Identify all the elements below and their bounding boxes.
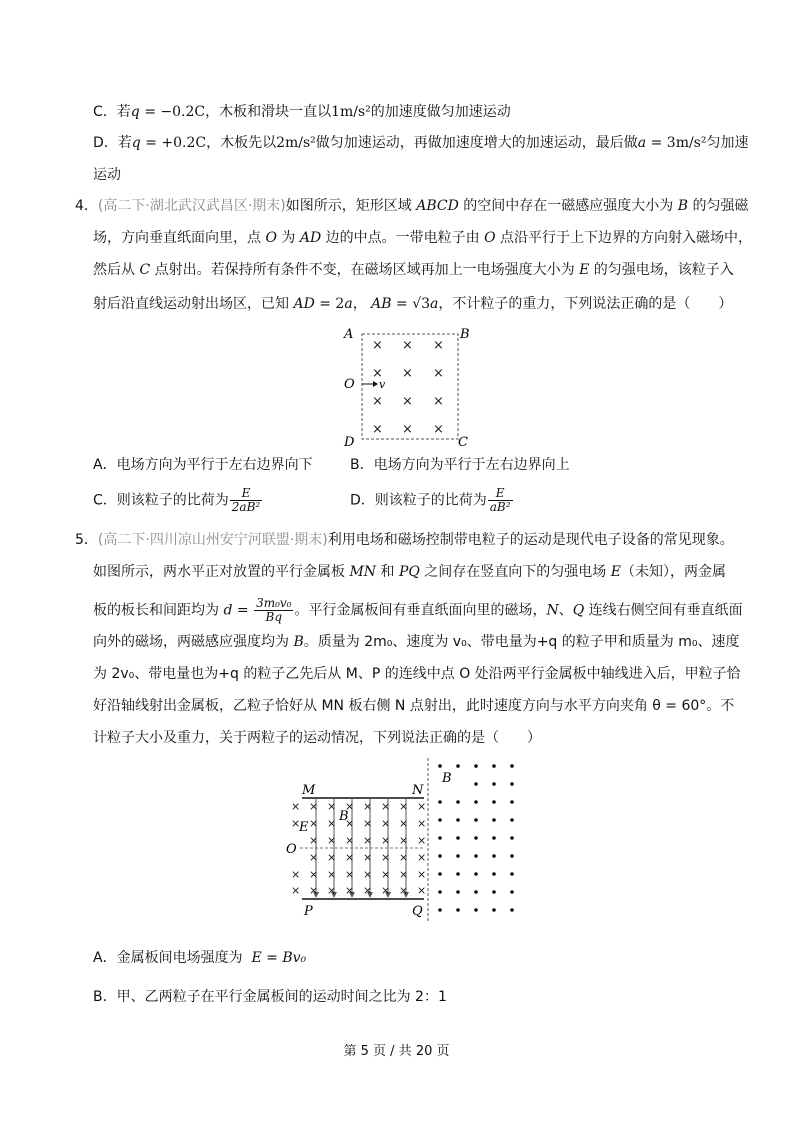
q4-line-2: 场，方向垂直纸面向里，点 O 为 AD 边的中点。一带电粒子由 O 点沿平行于上下边界的方向射入磁场中， [93,230,753,246]
svg-text:×: × [327,851,337,864]
q3-option-d: D．若q = +0.2C，木板先以2m/s²做匀加速运动，再做加速度增大的加速运动，最后做a = 3m/s²匀加速 [93,135,749,151]
svg-text:×: × [399,834,409,847]
svg-text:×: × [309,834,319,847]
svg-text:×: × [381,817,391,830]
svg-text:×: × [433,422,444,437]
svg-text:×: × [345,884,355,897]
svg-text:×: × [402,422,413,437]
svg-text:×: × [309,817,319,830]
svg-text:×: × [345,817,355,830]
svg-text:×: × [291,800,301,813]
q4-option-d: D．则该粒子的比荷为 $\frac{E}{\text{aB²}}$ [350,486,511,514]
q5-label-p: P [304,904,313,919]
q5-label-e: E [299,820,309,835]
svg-text:×: × [327,834,337,847]
svg-text:×: × [381,868,391,881]
q4-option-a: A．电场方向为平行于左右边界向下 [93,457,313,473]
svg-text:×: × [372,338,383,353]
svg-text:×: × [381,800,391,813]
q5-line-7: 计粒子大小及重力，关于两粒子的运动情况，下列说法正确的是（ ） [93,730,541,746]
svg-text:×: × [372,394,383,409]
q5-figure [282,758,532,926]
svg-text:×: × [372,422,383,437]
svg-text:×: × [309,868,319,881]
q4-line-3: 然后从 C 点射出。若保持所有条件不变，在磁场区域再加上一电场强度大小为 E 的匀强电场，该粒子入 [93,262,734,278]
q4-source: (高二下·湖北武汉武昌区·期末) [97,198,286,214]
q5-line-1: 5．(高二下·四川凉山州安宁河联盟·期末)利用电场和磁场控制带电粒子的运动是现代电子设备的常见现象。 [75,532,734,548]
q5-dot-marks [438,764,514,912]
q5-label-m: M [302,783,316,798]
svg-text:×: × [381,884,391,897]
q4-label-o: O [344,377,355,392]
svg-text:×: × [399,884,409,897]
q3-option-c: C．若q = −0.2C，木板和滑块一直以1m/s²的加速度做匀加速运动 [93,104,511,120]
q4-line-4: 射后沿直线运动射出场区，已知 AD = 2a， AB = √3a，不计粒子的重力，下列说法正确的是（ ） [93,296,733,312]
svg-text:×: × [327,800,337,813]
svg-text:×: × [417,851,427,864]
svg-text:×: × [399,851,409,864]
svg-text:×: × [417,868,427,881]
q4-label-c: C [458,435,468,450]
svg-text:×: × [345,800,355,813]
svg-text:×: × [417,800,427,813]
q4-label-a: A [344,327,354,342]
svg-text:×: × [345,834,355,847]
svg-text:×: × [309,800,319,813]
svg-text:×: × [417,884,427,897]
svg-text:×: × [327,884,337,897]
q4-option-b: B．电场方向为平行于左右边界向上 [350,457,570,473]
q4-line-1: 4．(高二下·湖北武汉武昌区·期末)如图所示，矩形区域 ABCD 的空间中存在一磁感应强度大小为 B 的匀强磁 [75,198,749,214]
svg-text:×: × [327,868,337,881]
svg-text:×: × [363,868,373,881]
q5-line-2: 如图所示，两水平正对放置的平行金属板 MN 和 PQ 之间存在竖直向下的匀强电场 E（未知），两金属 [93,564,726,580]
q5-line-3: 板的板长和间距均为 d = $\frac{\text{3m₀v₀}}{Bq}$ 。平行金属板间有垂直纸面向里的磁场，N、Q 连线右侧空间有垂直纸面 [93,596,743,624]
svg-text:×: × [363,834,373,847]
svg-text:×: × [327,817,337,830]
svg-text:×: × [417,817,427,830]
svg-text:×: × [433,394,444,409]
svg-text:×: × [399,817,409,830]
q5-line-4: 向外的磁场，两磁感应强度均为 B。质量为 2m₀、速度为 v₀、带电量为+q 的粒子甲和质量为 m₀、速度 [93,634,740,650]
q5-option-a: A．金属板间电场强度为 E = Bv₀ [93,950,307,966]
q5-label-n: N [412,783,424,798]
svg-text:×: × [433,366,444,381]
svg-text:×: × [363,817,373,830]
svg-text:×: × [372,366,383,381]
svg-text:×: × [363,800,373,813]
svg-text:×: × [291,817,301,830]
svg-text:×: × [345,851,355,864]
svg-text:×: × [381,851,391,864]
svg-text:×: × [363,851,373,864]
svg-text:×: × [381,834,391,847]
svg-text:×: × [291,884,301,897]
svg-text:×: × [345,868,355,881]
q4-label-b: B [460,327,470,342]
q3-option-d-wrap: 运动 [93,167,121,183]
q5-label-b-outer: B [442,771,452,786]
q4-option-c: C．则该粒子的比荷为 $\frac{E}{\text{2aB²}}$ [93,486,261,514]
q4-label-d: D [344,435,355,450]
svg-text:×: × [402,366,413,381]
svg-text:×: × [399,868,409,881]
q5-source: (高二下·四川凉山州安宁河联盟·期末) [97,532,328,548]
q5-label-b-inner: B [339,809,349,824]
svg-text:×: × [433,338,444,353]
svg-text:×: × [402,394,413,409]
page-footer: 第 5 页 / 共 20 页 [343,1044,450,1059]
q5-label-q: Q [412,904,423,919]
svg-text:×: × [291,868,301,881]
q5-label-o: O [286,842,297,857]
q4-figure [340,322,475,450]
q5-option-b: B．甲、乙两粒子在平行金属板间的运动时间之比为 2：1 [93,989,447,1005]
q5-line-6: 好沿轴线射出金属板，乙粒子恰好从 MN 板右侧 N 点射出，此时速度方向与水平方向夹角 θ = 60°。不 [93,698,735,714]
svg-text:×: × [399,800,409,813]
svg-text:×: × [309,851,319,864]
svg-text:×: × [309,884,319,897]
svg-text:×: × [417,834,427,847]
svg-text:×: × [363,884,373,897]
q4-label-v: v [379,378,386,391]
q5-line-5: 为 2v₀、带电量也为+q 的粒子乙先后从 M、P 的连线中点 O 处沿两平行金属板中轴线进入后，甲粒子恰 [93,666,741,682]
svg-text:×: × [402,338,413,353]
